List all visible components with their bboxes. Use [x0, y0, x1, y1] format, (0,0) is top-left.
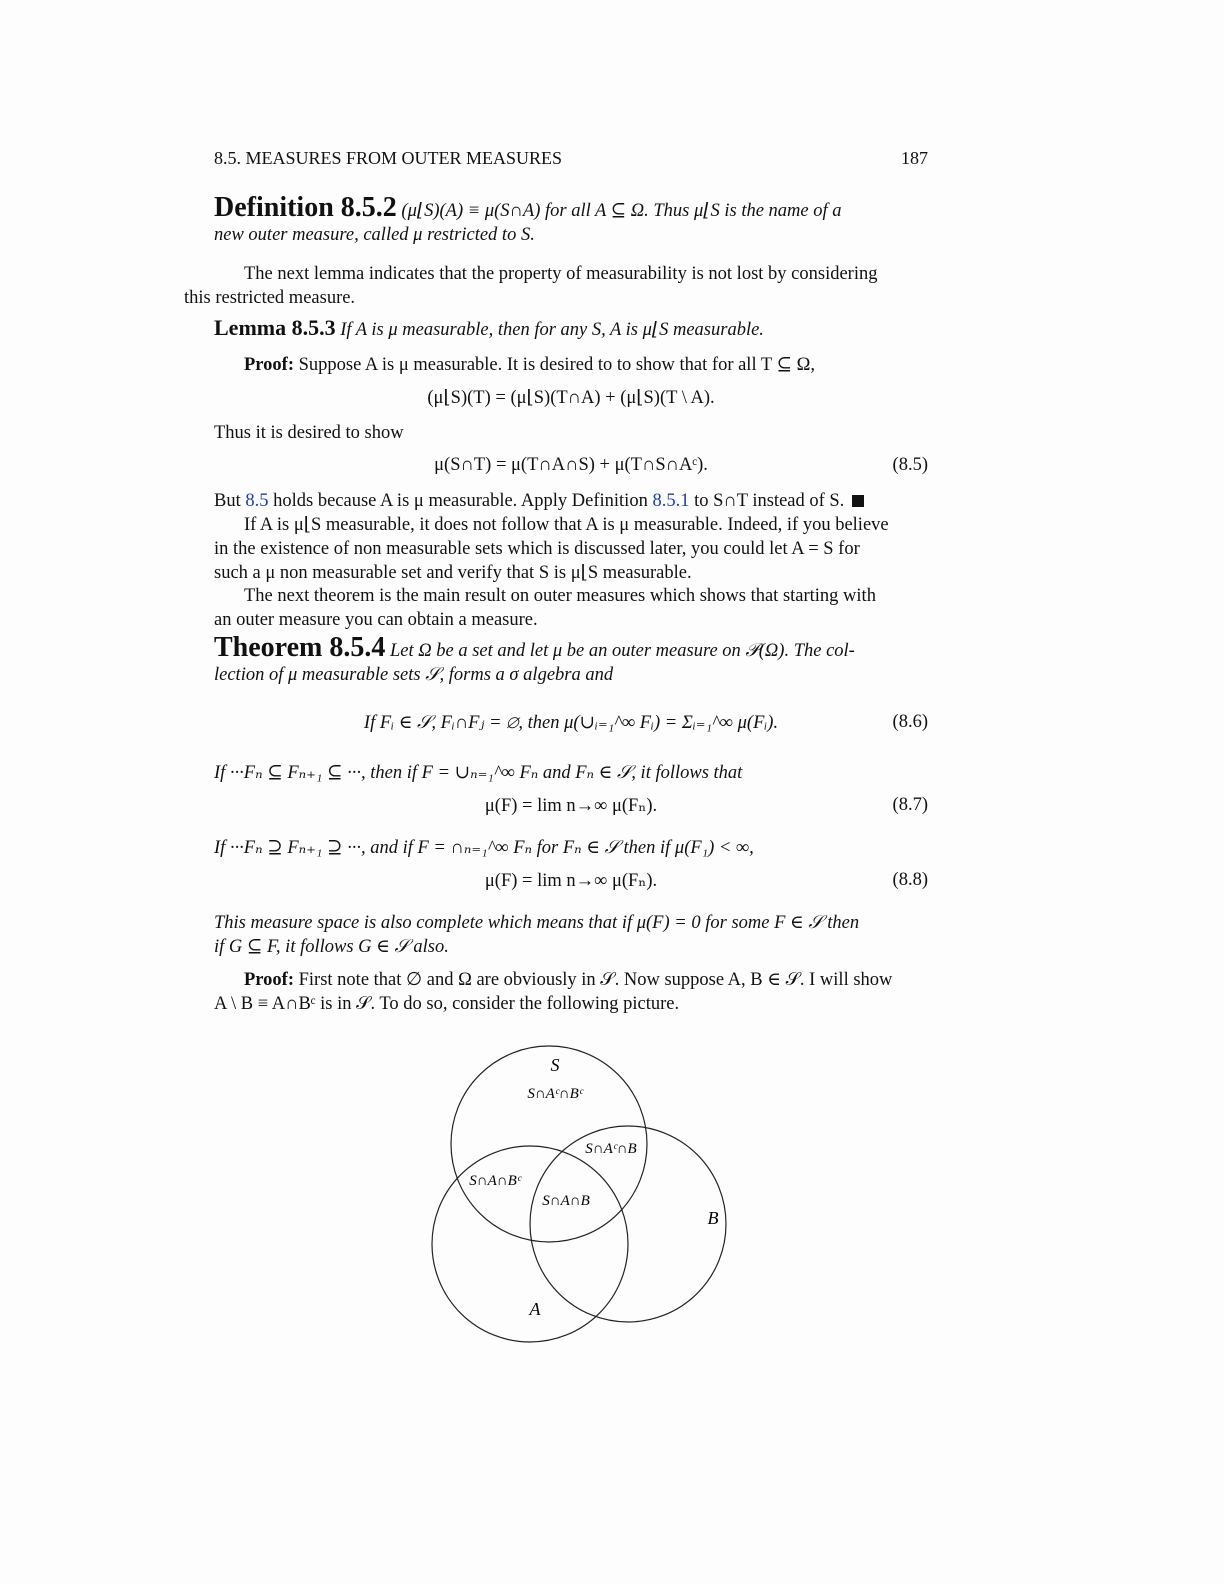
proof-line: First note that ∅ and Ω are obviously in 𝒮. Now suppose A, B ∈ 𝒮. I will show — [298, 970, 893, 990]
text-span: to S∩T instead of S. — [689, 491, 845, 511]
equation-text: If Fᵢ ∈ 𝒮, Fᵢ∩Fⱼ = ∅, then μ(∪ᵢ₌₁^∞ Fᵢ) = Σᵢ₌₁^∞ μ(Fᵢ). — [363, 713, 779, 733]
label-A: A — [529, 1299, 541, 1319]
theorem-label: Theorem 8.5.4 — [214, 632, 386, 663]
theorem-line: If ···Fₙ ⊆ Fₙ₊₁ ⊆ ···, then if F = ∪ₙ₌₁^∞ Fₙ and Fₙ ∈ 𝒮, it follows that — [214, 763, 743, 783]
paragraph-line: such a μ non measurable set and verify that S is μ⌊S measurable. — [214, 563, 692, 583]
paragraph-line: in the existence of non measurable sets which is discussed later, you could let A = S for — [214, 539, 860, 559]
text-span: But — [214, 491, 246, 511]
label-S: S — [550, 1055, 560, 1075]
lemma-label: Lemma 8.5.3 — [214, 315, 336, 340]
region-S-only: S∩Aᶜ∩Bᶜ — [527, 1086, 583, 1102]
proof-label: Proof: — [244, 355, 294, 375]
page-number: 187 — [901, 148, 928, 168]
proof-line: A \ B ≡ A∩Bᶜ is in 𝒮. To do so, consider the following picture. — [214, 994, 680, 1014]
equation-text: μ(F) = lim n→∞ μ(Fₙ). — [484, 796, 658, 816]
region-S-A-B: S∩A∩B — [542, 1193, 590, 1209]
paragraph-line: If A is μ⌊S measurable, it does not follow that A is μ measurable. Indeed, if you believe — [244, 515, 889, 535]
lemma-text: If A is μ measurable, then for any S, A is μ⌊S measurable. — [340, 320, 764, 340]
text-span: holds because A is μ measurable. Apply Definition — [268, 491, 653, 511]
paragraph-line: this restricted measure. — [184, 288, 356, 308]
equation-text: μ(S∩T) = μ(T∩A∩S) + μ(T∩S∩Aᶜ). — [434, 455, 708, 475]
theorem-line: This measure space is also complete which means that if μ(F) = 0 for some F ∈ 𝒮 then — [214, 913, 860, 933]
region-S-B: S∩Aᶜ∩B — [585, 1141, 637, 1157]
region-S-A: S∩A∩Bᶜ — [469, 1173, 521, 1189]
definition-link[interactable]: 8.5.1 — [652, 491, 690, 511]
equation-text: μ(F) = lim n→∞ μ(Fₙ). — [484, 871, 658, 891]
equation-number: (8.5) — [892, 455, 928, 475]
definition-label: Definition 8.5.2 — [214, 192, 397, 223]
theorem-text-2: lection of μ measurable sets 𝒮, forms a σ algebra and — [214, 665, 614, 685]
proof-label: Proof: — [244, 970, 294, 990]
equation-number: (8.6) — [892, 712, 928, 732]
equation-number: (8.7) — [892, 795, 928, 815]
equation-number: (8.8) — [892, 870, 928, 890]
label-B: B — [707, 1208, 719, 1228]
paragraph-line: an outer measure you can obtain a measure. — [214, 610, 538, 630]
equation-text: (μ⌊S)(T) = (μ⌊S)(T∩A) + (μ⌊S)(T \ A). — [427, 388, 715, 408]
definition-text-2: new outer measure, called μ restricted to S. — [214, 225, 535, 245]
proof-text: Suppose A is μ measurable. It is desired to to show that for all T ⊆ Ω, — [298, 355, 815, 375]
definition-text-1: (μ⌊S)(A) ≡ μ(S∩A) for all A ⊆ Ω. Thus μ⌊S is the name of a — [401, 201, 842, 221]
section-title: 8.5. MEASURES FROM OUTER MEASURES — [214, 148, 563, 168]
paragraph-line: The next theorem is the main result on outer measures which shows that starting with — [244, 586, 876, 606]
paragraph-line: Thus it is desired to show — [214, 423, 404, 443]
theorem-text-1: Let Ω be a set and let μ be an outer measure on 𝒫(Ω). The col- — [389, 641, 855, 661]
theorem-line: If ···Fₙ ⊇ Fₙ₊₁ ⊇ ···, and if F = ∩ₙ₌₁^∞ Fₙ for Fₙ ∈ 𝒮 then if μ(F₁) < ∞, — [214, 838, 754, 858]
equation-link[interactable]: 8.5 — [245, 491, 269, 511]
theorem-line: if G ⊆ F, it follows G ∈ 𝒮 also. — [214, 937, 449, 957]
paragraph-line: The next lemma indicates that the property of measurability is not lost by considering — [244, 264, 878, 284]
